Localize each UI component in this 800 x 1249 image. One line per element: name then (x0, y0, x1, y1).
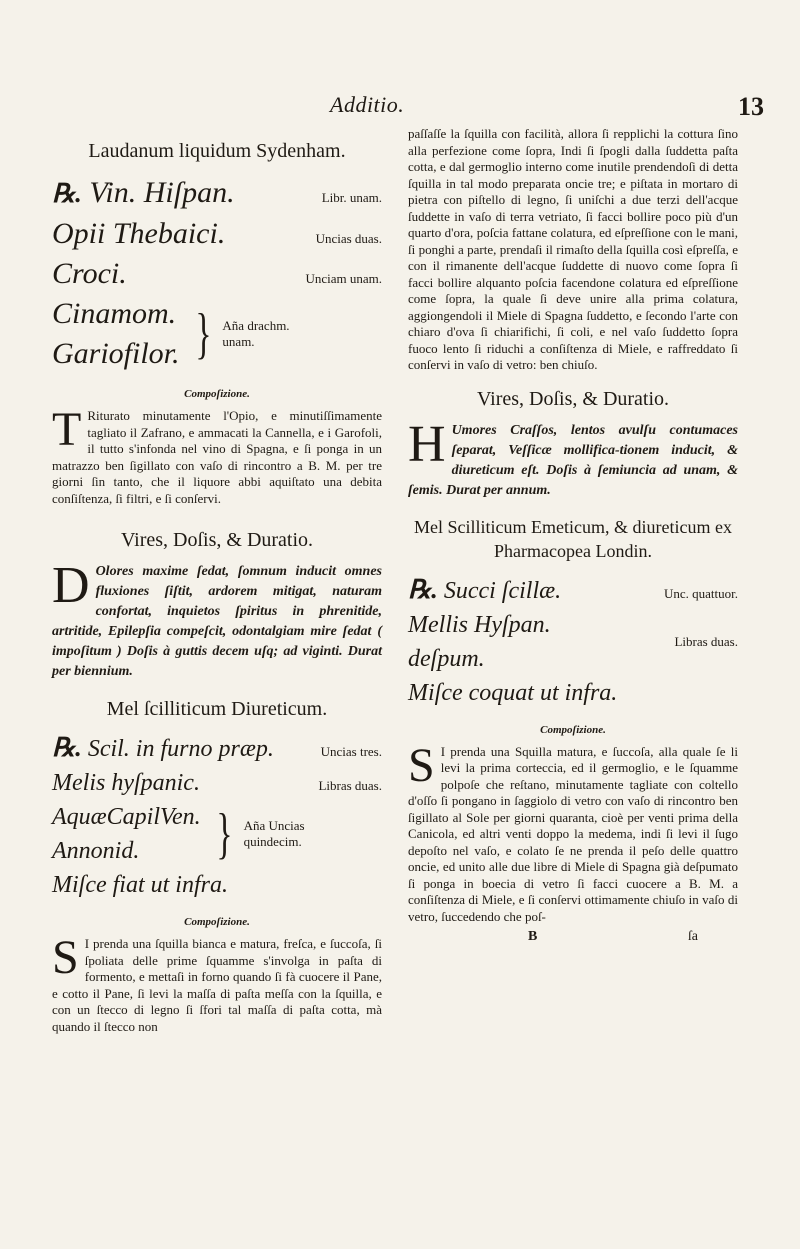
drop-cap: S (408, 738, 435, 792)
ingredient-name: Miſce coquat ut infra. (408, 679, 618, 706)
brace-icon: } (216, 803, 233, 865)
drop-cap: D (52, 557, 90, 614)
ingredient-name: Croci. (52, 257, 127, 290)
ingredient-quantity: Libras duas. (674, 633, 738, 649)
left-column (52, 128, 382, 1035)
paragraph: paſſaſſe la ſquilla con facilità, allora ſi repplichi la cottura ſino alla perfezione come ſopra, Indi ſi ſpogli dalla ſuddetta paſta cotta, e dal germoglio interno come inutile prendendoſi di detta ſquilla in tal modo preparata oncie tre; e piſtata in mortaro di pietra con piſtello di legno, ſi uniſchi a due terzi dell'acque ſuddette in vaſo di terra vetriato, ſi facci bollire poco più d'un quarto d'ora, poſcia fattane colatura, ed eſpreſſione con le mani, ſi ponghi a parte, prendaſi il rimaſto della ſquilla così eſpreſſa, e con il rimanente dell'acque ſuddette di nuovo come ſopra ſi facci bollire alquanto poſcia facendone colatura ed eſpreſſione come ſopra, la quale ſi deve unire alla prima colatura, aggiongendoli il Miele di Spagna ſuddetto, e ſecondo l'arte con chiaro d'ova ſi chiarifichi, ſi coli, e nel vaſo ſuddetto ſopra fuoco lento ſi riduchi a conſiſtenza di Miele, e raffreddato ſi conſervi in vaſo di vetro: ben chiuſo. (408, 126, 738, 372)
paragraph: D Olores maxime ſedat, ſomnum inducit omnes fluxiones ſiſtit, ardorem mitigat, naturam confortat, inquietos ſpiritus in phrenitide, artritide, Epilepſia compeſcit, odontalgiam mire ſedat ( impoſitum ) Doſis à guttis decem uſq; ad viginti. Durat per biennium. (52, 557, 382, 679)
ingredient-name: ℞. Vin. Hiſpan. (52, 176, 235, 209)
ingredient-quantity: Uncias tres. (320, 744, 382, 759)
ingredient-quantity: Aña Uncias quindecim. (243, 818, 305, 849)
ingredient-name: Opii Thebaici. (52, 217, 226, 250)
rx-symbol: ℞. (408, 574, 438, 604)
ingredient-brace-group (52, 800, 382, 868)
signature-mark: B (528, 929, 538, 944)
recipe-title-laudanum: Laudanum liquidum Sydenham. (88, 140, 346, 162)
ingredient-row (52, 173, 382, 214)
ingredient-quantity: Libras duas. (318, 778, 382, 793)
ingredient-name: Miſce fiat ut infra. (52, 872, 228, 898)
ingredient-quantity: Unc. quattuor. (663, 585, 738, 601)
ingredient-row (408, 573, 738, 608)
ingredient-name: deſpum. (408, 645, 485, 672)
ingredient-row (52, 254, 382, 294)
rx-symbol: ℞. (52, 179, 82, 208)
section-heading: Vires, Doſis, & Duratio. (476, 387, 670, 410)
composition-heading: Compoſizione. (540, 723, 606, 736)
recipe-title-mel-emeticum: Mel Scilliticum Emeticum, & diureticum ex Pharmacopea Londin. (414, 516, 732, 561)
composition-heading: Compoſizione. (184, 916, 250, 928)
ingredient-quantity: Aña drachm. unam. (222, 318, 290, 349)
paragraph: S I prenda una Squilla matura, e ſuccoſa, alla quale ſe li levi la prima corteccia, ed il germoglio, e le ſquamme polpoſe che reſtano, minutamente tagliate con coltello d'oſſo ſi pongano in ſaggiolo di vetro con vaſo di rincontro ben ſigillato al Sole per giorni quaranta, cioè per venti prima della Canicola, ed altri venti doppo la medema, indi ſi levi il ſugo depoſto nel vaſo, e colato ſe ne prenda il peſo delle quattro oncie, ed unito alle due libre di Miele di Spagna già deſpumato ſi ponga in boecia di vetro ſi facci cuocere a B. M. a conſiſtenza di Miele, e ſi conſervi ottimamente chiuſo in vaſo di vetro, ſuccedendo che poſ- (408, 738, 738, 924)
rx-symbol: ℞. (52, 733, 82, 762)
ingredient-name: ℞. Scil. in furno præp. (52, 733, 274, 762)
ingredient-row (52, 214, 382, 254)
running-head: Additio. (330, 92, 405, 117)
ingredient-name: Gariofilor. (52, 337, 180, 370)
ingredient-quantity: Unciam unam. (305, 271, 382, 286)
ingredient-quantity: Uncias duas. (315, 231, 382, 246)
brace-icon: } (194, 303, 212, 365)
ingredient-name: Mellis Hyſpan. (408, 611, 551, 638)
ingredient-name: Cinamom. (52, 297, 177, 330)
composition-heading: Compoſizione. (184, 388, 250, 400)
right-column (408, 128, 738, 945)
page-number: 13 (738, 92, 764, 121)
ingredient-name: Melis hyſpanic. (52, 770, 200, 796)
catchword: ſa (687, 929, 698, 944)
paragraph: T Riturato minutamente l'Opio, e minutiſſimamente tagliato il Zafrano, e ammacati la Cannella, e i Garofoli, il tutto s'infonda nel vino di Spagna, e ſi ponga in un matrazzo ben ſigillato con vaſo di rincontro a B. M. per tre giorni ſin tanto, che il liquore abbi aquiſtato una debita conſiſtenza, ſi filtri, e ſi conſervi. (52, 403, 382, 506)
ingredient-quantity: Libr. unam. (321, 190, 382, 205)
ingredient-row (52, 731, 382, 766)
drop-cap: H (408, 415, 446, 473)
ingredient-brace-group (52, 294, 382, 374)
ingredient-row (408, 608, 738, 676)
recipe-title-mel-scilliticum: Mel ſcilliticum Diureticum. (106, 698, 328, 720)
drop-cap: T (52, 403, 82, 456)
paragraph: S I prenda una ſquilla bianca e matura, freſca, e ſuccoſa, ſi ſpoliata delle prime ſquamme s'involga in paſta di formento, e mettaſi in forno quando ſi fà cuocere il Pane, e cotto il Pane, ſi levi la maſſa di paſta meſſa con la ſquilla, e con un ſtecco di legno ſi ſfori tal maſſa di paſta cotta, mà quando il ſtecco non (52, 931, 382, 1034)
section-heading: Vires, Doſis, & Duratio. (120, 529, 314, 551)
ingredient-name: Annonid. (52, 838, 140, 864)
ingredient-name: ℞. Succi ſcillæ. (408, 574, 562, 604)
paragraph: H Umores Craſſos, lentos avulſu contumaces ſeparat, Veſſicæ mollifica-tionem inducit, & diureticum eſt. Doſis à ſemiuncia ad unam, & ſemis. Durat per annum. (408, 415, 738, 498)
ingredient-name: AquæCapilVen. (52, 804, 201, 830)
drop-cap: S (52, 931, 79, 984)
ingredient-row (52, 766, 382, 800)
